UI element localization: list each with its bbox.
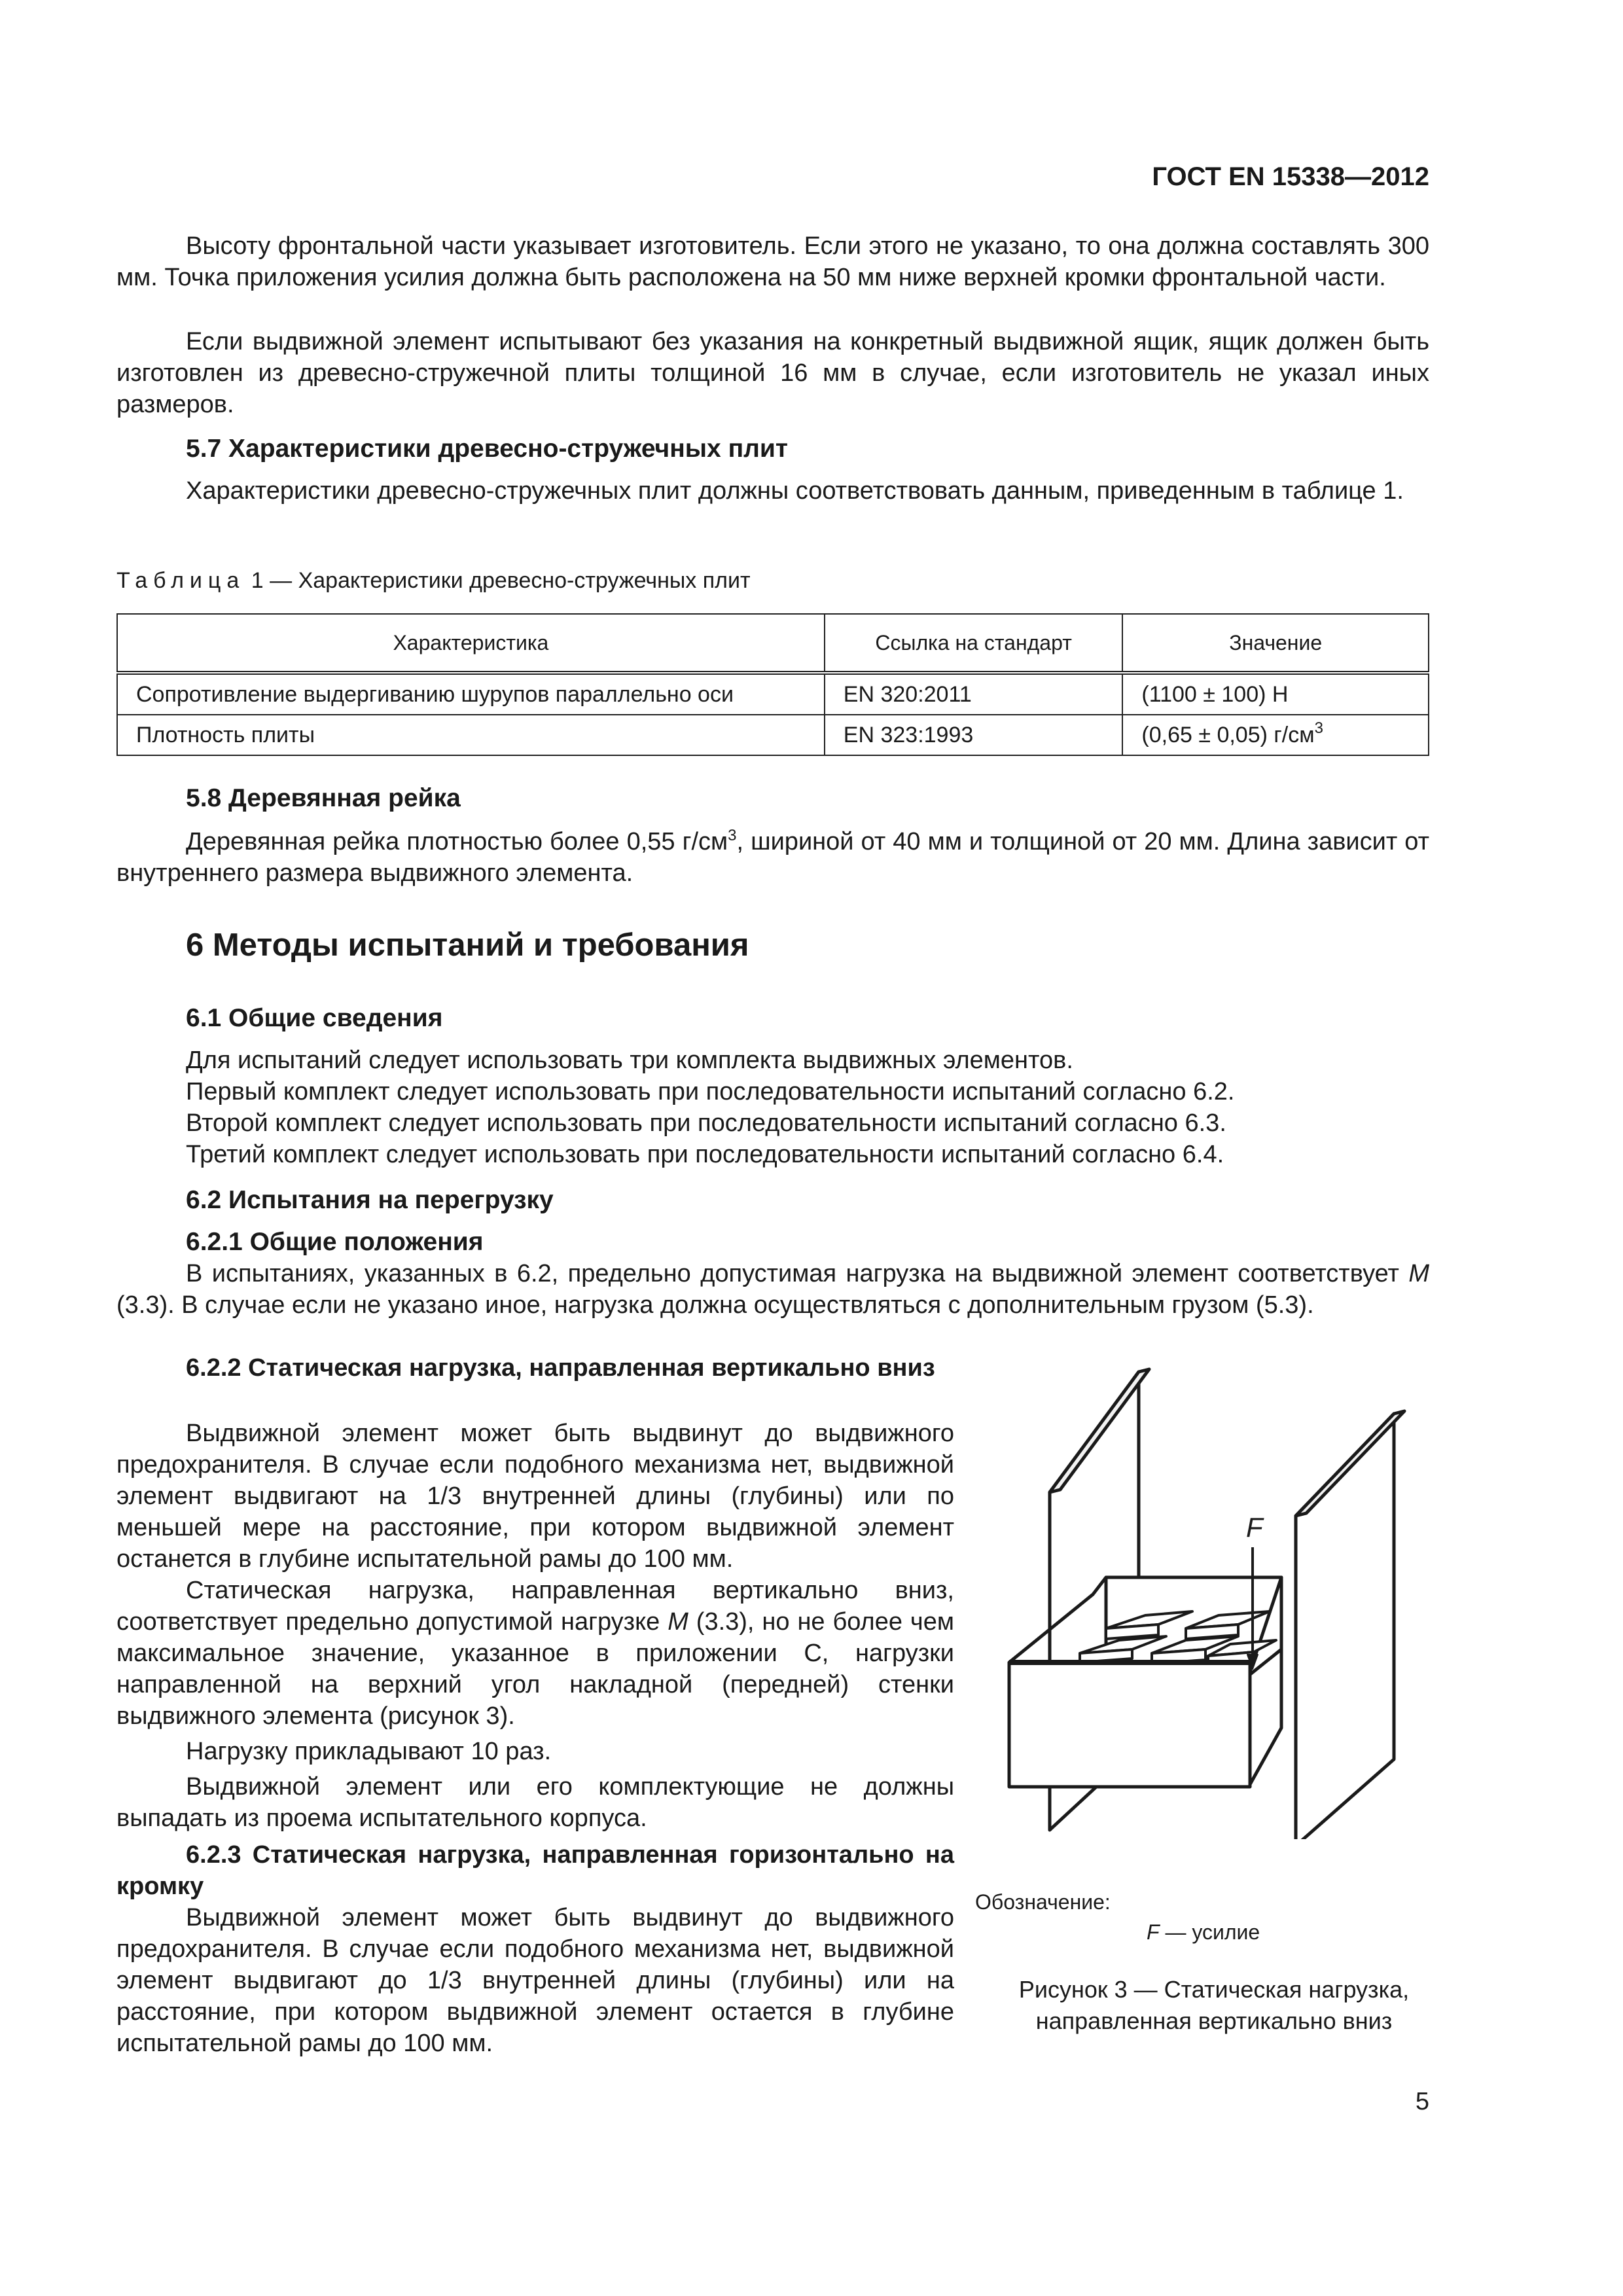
- section-6-1-line: Третий комплект следует использовать при последовательности испытаний согласно 6.4.: [186, 1141, 1224, 1168]
- section-5-8-heading: 5.8 Деревянная рейка: [186, 784, 461, 812]
- intro-paragraph-2: Если выдвижной элемент испытывают без указания на конкретный выдвижной ящик, ящик должен быть изготовлен из древесно-стружечной плиты толщиной 16 мм в случае, если изготовитель не указал иных размеров.: [116, 328, 1429, 418]
- text-run: — усилие: [1159, 1920, 1260, 1944]
- figure-legend-title: Обозначение:: [975, 1890, 1111, 1914]
- document-id: ГОСТ EN 15338—2012: [1152, 162, 1429, 191]
- table-row: [117, 673, 1429, 715]
- section-6-2-3-heading: 6.2.3 Статическая нагрузка, направленная горизонтально на кромку: [116, 1841, 954, 1900]
- table-cell: EN 323:1993: [825, 715, 1123, 755]
- figure-3-drawing: [995, 1361, 1427, 1839]
- drawer-front: [1009, 1662, 1250, 1787]
- section-6-2-2-paragraph-1: Выдвижной элемент может быть выдвинут до выдвижного предохранителя. В случае если подобного механизма нет, выдвижной элемент выдвигают на 1/3 внутренней длины (глубины) или по меньшей мере на расстояние, при котором выдвижной элемент останется в глубине испытательной рамы до 100 мм.: [116, 1420, 954, 1573]
- section-6-1-line: Первый комплект следует использовать при последовательности испытаний согласно 6.2.: [186, 1078, 1235, 1105]
- table-caption-label: Таблица: [116, 568, 245, 593]
- caption-line: Рисунок 3 — Статическая нагрузка,: [1018, 1976, 1410, 2003]
- variable-f: F: [1147, 1920, 1160, 1944]
- section-6-2-3-paragraph-1: Выдвижной элемент может быть выдвинут до выдвижного предохранителя. В случае если подобного механизма нет, выдвижной элемент выдвигают до 1/3 внутренней длины (глубины) или на расстояние, при котором выдвижной элемент остается в глубине испытательной рамы до 100 мм.: [116, 1904, 954, 2057]
- table-cell: [1122, 715, 1429, 755]
- table-cell: EN 320:2011: [825, 673, 1123, 715]
- section-6-2-1-text: [116, 1258, 1429, 1321]
- variable-m: M: [1408, 1260, 1429, 1287]
- table-cell: Сопротивление выдергиванию шурупов параллельно оси: [117, 673, 825, 715]
- section-5-7-text: Характеристики древесно-стружечных плит должны соответствовать данным, приведенным в таблице 1.: [186, 477, 1404, 505]
- frame-right-panel: [1296, 1414, 1394, 1839]
- section-6-2-2-paragraph-3: Нагрузку прикладывают 10 раз.: [186, 1738, 552, 1765]
- table-1-caption: [116, 568, 751, 594]
- intro-paragraph-1: Высоту фронтальной части указывает изготовитель. Если этого не указано, то она должна составлять 300 мм. Точка приложения усилия должна быть расположена на 50 мм ниже верхней кромки фронтальной части.: [116, 232, 1429, 291]
- table-cell: (1100 ± 100) Н: [1122, 673, 1429, 715]
- superscript: 3: [728, 827, 737, 844]
- table-caption-title: 1 — Характеристики древесно-стружечных плит: [251, 568, 751, 593]
- text-run: , шириной от 40 мм и толщиной от 20 мм. Длина зависит от внутреннего размера выдвижного элемента.: [116, 828, 1429, 887]
- caption-line: направленная вертикально вниз: [1035, 2007, 1393, 2034]
- table-cell: Плотность плиты: [117, 715, 825, 755]
- section-6-2-2-heading: 6.2.2 Статическая нагрузка, направленная вертикально вниз: [186, 1354, 935, 1382]
- text-run: (3.3), но не более чем максимальное значение, указанное в приложении С, нагрузки направленной на верхний угол накладной (передней) стенки выдвижного элемента (рисунок 3).: [116, 1608, 954, 1730]
- section-5-8-text: [116, 826, 1429, 889]
- figure-legend-entry: [1147, 1920, 1260, 1945]
- section-6-2-heading: 6.2 Испытания на перегрузку: [186, 1186, 554, 1214]
- section-5-7-heading: 5.7 Характеристики древесно-стружечных плит: [186, 435, 788, 463]
- table-header-row: [117, 614, 1429, 673]
- section-6-heading: 6 Методы испытаний и требования: [186, 927, 749, 963]
- figure-3-caption: [975, 1974, 1453, 2037]
- table-row: [117, 715, 1429, 755]
- variable-m: M: [668, 1608, 688, 1636]
- section-6-2-1-heading: 6.2.1 Общие положения: [186, 1228, 484, 1256]
- text-run: (3.3). В случае если не указано иное, нагрузка должна осуществляться с дополнительным грузом (5.3).: [116, 1291, 1314, 1319]
- section-6-2-2-paragraph-4: Выдвижной элемент или его комплектующие не должны выпадать из проема испытательного корпуса.: [116, 1773, 954, 1832]
- text-run: В испытаниях, указанных в 6.2, предельно допустимая нагрузка на выдвижной элемент соответствует: [186, 1260, 1409, 1287]
- section-6-2-2-paragraph-2: [116, 1575, 954, 1732]
- table-header-cell: Характеристика: [117, 614, 825, 673]
- force-label: F: [1246, 1512, 1263, 1543]
- table-header-cell: Значение: [1122, 614, 1429, 673]
- section-6-1-line: Для испытаний следует использовать три комплекта выдвижных элементов.: [186, 1047, 1073, 1074]
- table-cell-value: (0,65 ± 0,05) г/см: [1141, 722, 1315, 747]
- table-header-cell: Ссылка на стандарт: [825, 614, 1123, 673]
- section-6-1-heading: 6.1 Общие сведения: [186, 1004, 443, 1032]
- section-6-1-line: Второй комплект следует использовать при последовательности испытаний согласно 6.3.: [186, 1109, 1226, 1137]
- page-number: 5: [1415, 2088, 1429, 2115]
- table-1: [116, 613, 1429, 756]
- superscript: 3: [1314, 719, 1323, 737]
- text-run: Деревянная рейка плотностью более 0,55 г/см: [186, 828, 728, 855]
- text-run: Статическая нагрузка, направленная вертикально вниз, соответствует предельно допустимой нагрузке: [116, 1577, 954, 1636]
